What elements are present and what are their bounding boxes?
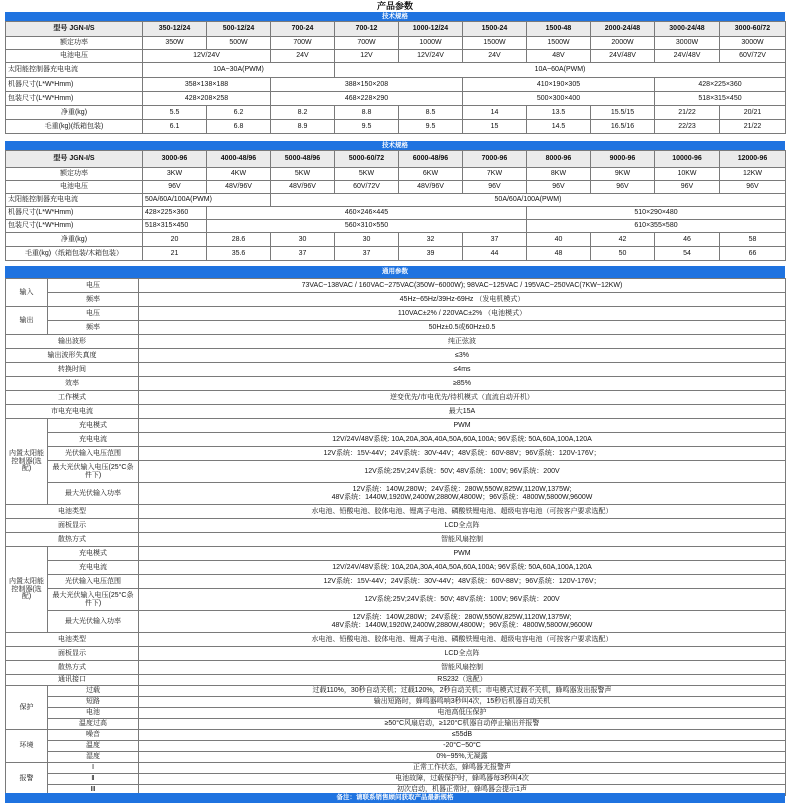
cell: 1000W [399, 37, 463, 50]
cell: ≥50°C风扇启动，≥120°C机器自动停止输出并报警 [139, 719, 786, 730]
cell: 21/22 [655, 106, 720, 120]
cell [139, 611, 786, 633]
row-label: 充电模式 [48, 547, 139, 561]
battery-voltage-row [6, 181, 786, 194]
cell: 358×138×188 [143, 78, 271, 92]
row-label: 太阳能控制器充电电流 [6, 194, 143, 207]
row-label: Ⅲ [48, 785, 139, 796]
row-label: 额定功率 [6, 37, 143, 50]
row-label: 通讯接口 [6, 675, 139, 686]
row-label: 散热方式 [6, 661, 139, 675]
row-label: 电池类型 [6, 505, 139, 519]
model-cell: 700-12 [335, 22, 399, 37]
output-freq-row [6, 321, 786, 335]
cell: 37 [463, 233, 527, 247]
cell: 纯正弦波 [139, 335, 786, 349]
cell: 110VAC±2% / 220VAC±2% （电池模式） [139, 307, 786, 321]
model-header-row [6, 151, 786, 168]
cell: 50Hz±0.5或60Hz±0.5 [139, 321, 786, 335]
charge-current-row-2 [6, 561, 786, 575]
row-label: 输出波形 [6, 335, 139, 349]
row-label: 净重(kg) [6, 233, 143, 247]
row-label: 工作模式 [6, 391, 139, 405]
row-label: 充电电流 [48, 561, 139, 575]
cell: PWM [139, 547, 786, 561]
cell: 460×246×445 [207, 207, 527, 220]
page-title: 产品参数 [376, 1, 413, 11]
footer-note: 备注：请联系销售顾问获取产品最新规格 [5, 793, 785, 803]
model-cell: 8000-96 [527, 151, 591, 168]
cell: 30 [335, 233, 399, 247]
cell: 500W [207, 37, 271, 50]
protection-overload-row [6, 686, 786, 697]
cell: 3000W [655, 37, 720, 50]
model-cell: 500-12/24 [207, 22, 271, 37]
model-cell: 700-24 [271, 22, 335, 37]
cell: 54 [655, 247, 720, 261]
panel-row-2 [6, 647, 786, 661]
cell: 50A/60A/100A(PWM) [271, 194, 786, 207]
cell: 8.5 [399, 106, 463, 120]
waveform-row [6, 335, 786, 349]
charge-mode-row [6, 419, 786, 433]
row-label: 输出波形失真度 [6, 349, 139, 363]
rated-power-row [6, 168, 786, 181]
cell: 12V [335, 50, 399, 63]
model-cell: 3000-60/72 [720, 22, 786, 37]
cell: 96V [591, 181, 655, 194]
row-label: 包装尺寸(L*W*Hmm) [6, 220, 143, 233]
work-mode-row [6, 391, 786, 405]
row-label: 最大光伏输入功率 [48, 611, 139, 633]
output-group-label: 输出 [6, 307, 48, 335]
cell: 510×290×480 [527, 207, 786, 220]
cell: 1500W [527, 37, 591, 50]
cell: 20/21 [720, 106, 786, 120]
battery-voltage-row [6, 50, 786, 63]
row-label: 光伏输入电压范围 [48, 447, 139, 461]
cell: 15.5/15 [591, 106, 655, 120]
model-cell: 7000-96 [463, 151, 527, 168]
row-label: 电压 [48, 307, 139, 321]
cell: 560×310×550 [207, 220, 527, 233]
cell: 468×228×290 [271, 92, 463, 106]
row-label: 电池 [48, 708, 139, 719]
cell: 正常工作状态，蜂鸣器无报警声 [139, 763, 786, 774]
row-label: 充电电流 [48, 433, 139, 447]
cell: 3000W [720, 37, 786, 50]
comm-row [6, 675, 786, 686]
model-cell: 350-12/24 [143, 22, 207, 37]
cell: 96V [655, 181, 720, 194]
gross-weight-row [6, 120, 786, 134]
cell: 37 [271, 247, 335, 261]
cell: 8KW [527, 168, 591, 181]
cell: 20 [143, 233, 207, 247]
net-weight-row [6, 106, 786, 120]
model-cell: 3000-24/48 [655, 22, 720, 37]
row-label: 太阳能控制器充电电流 [6, 63, 143, 78]
cell: 初次启动，机器正常时，蜂鸣器会提示1声 [139, 785, 786, 796]
cell: 4KW [207, 168, 271, 181]
cell: 42 [591, 233, 655, 247]
cell: 21 [143, 247, 207, 261]
input-voltage-row [6, 279, 786, 293]
model-cell: 9000-96 [591, 151, 655, 168]
alarm-2-row [6, 774, 786, 785]
cell: 35.6 [207, 247, 271, 261]
cell: 12V/24V [399, 50, 463, 63]
cell: 5.5 [143, 106, 207, 120]
row-label: 噪音 [48, 730, 139, 741]
row-label: 毛重(kg)(纸箱包装) [6, 120, 143, 134]
rated-power-row [6, 37, 786, 50]
cell: 24V [463, 50, 527, 63]
cell: 50A/60A/100A(PWM) [143, 194, 271, 207]
cell: 最大15A [139, 405, 786, 419]
transfer-row [6, 363, 786, 377]
cell: 6KW [399, 168, 463, 181]
cell: 3KW [143, 168, 207, 181]
pv-max-voltage-row-2 [6, 589, 786, 611]
cell: 700W [335, 37, 399, 50]
distortion-row [6, 349, 786, 363]
cell: ≥85% [139, 377, 786, 391]
cell: ≤55dB [139, 730, 786, 741]
cell: ≤3% [139, 349, 786, 363]
cell: LCD全点阵 [139, 647, 786, 661]
cell: 12V系统:25V;24V系统：50V; 48V系统：100V; 96V系统：200V [139, 589, 786, 611]
cell: 15 [463, 120, 527, 134]
row-label: 市电充电电流 [6, 405, 139, 419]
row-label: 净重(kg) [6, 106, 143, 120]
cell: PWM [139, 419, 786, 433]
cell: 智能风扇控制 [139, 533, 786, 547]
cell: 96V [463, 181, 527, 194]
row-label: 电池电压 [6, 181, 143, 194]
row-label: 最大光伏输入电压(25°C条件下) [48, 589, 139, 611]
cell: 60V/72V [720, 50, 786, 63]
cell: LCD全点阵 [139, 519, 786, 533]
cell: 5KW [335, 168, 399, 181]
row-label: 温度 [48, 741, 139, 752]
cell: 24V [271, 50, 335, 63]
cell: 40 [527, 233, 591, 247]
cell: 6.2 [207, 106, 271, 120]
cell: 6.1 [143, 120, 207, 134]
cell: 700W [271, 37, 335, 50]
pv-range-row-2 [6, 575, 786, 589]
model-header-label: 型号 JGN-I/S [6, 151, 143, 168]
model-cell: 12000-96 [720, 151, 786, 168]
cell: 96V [527, 181, 591, 194]
env-temp-row [6, 741, 786, 752]
protection-overtemp-row [6, 719, 786, 730]
cell: 12V/24V/48V系统: 10A,20A,30A,40A,50A,60A,100A; 96V系统: 50A,60A,100A,120A [139, 433, 786, 447]
row-label: 电压 [48, 279, 139, 293]
cell: 10A~30A(PWM) [143, 63, 335, 78]
pv-max-voltage-row [6, 461, 786, 483]
cell: 10KW [655, 168, 720, 181]
row-label: 机器尺寸(L*W*Hmm) [6, 78, 143, 92]
cell: 60V/72V [335, 181, 399, 194]
section3-bar: 通用参数 [5, 266, 785, 278]
battery-type-row-2 [6, 633, 786, 647]
alarm-1-row [6, 763, 786, 774]
charge-current-row [6, 433, 786, 447]
cell: 24V/48V [591, 50, 655, 63]
environment-group-label: 环境 [6, 730, 48, 763]
row-label: 光伏输入电压范围 [48, 575, 139, 589]
cell: 16.5/16 [591, 120, 655, 134]
cell: 12KW [720, 168, 786, 181]
cell: 12V系统：15V-44V；24V系统：30V-44V；48V系统：60V-88V；96V系统：120V-176V； [139, 447, 786, 461]
battery-type-row [6, 505, 786, 519]
model-cell: 3000-96 [143, 151, 207, 168]
controller2-group-label: 内置太阳能控制器(选配) [6, 547, 48, 633]
general-params-table [5, 278, 786, 796]
cell: 66 [720, 247, 786, 261]
cell: 12V/24V/48V系统: 10A,20A,30A,40A,50A,60A,100A; 96V系统: 50A,60A,100A,120A [139, 561, 786, 575]
output-voltage-row [6, 307, 786, 321]
cell: 32 [399, 233, 463, 247]
cell: 46 [655, 233, 720, 247]
cell: 9KW [591, 168, 655, 181]
cell: 96V [143, 181, 207, 194]
row-label: 散热方式 [6, 533, 139, 547]
row-label: 最大光伏输入电压(25°C条件下) [48, 461, 139, 483]
input-group-label: 输入 [6, 279, 48, 307]
cell-line: 48V系统：1440W,1920W,2400W,2880W,4800W；96V系统：4800W,5800W,9600W [331, 621, 593, 629]
cell [139, 483, 786, 505]
row-label: 短路 [48, 697, 139, 708]
cell: 智能风扇控制 [139, 661, 786, 675]
cell: 输出短路时，蜂鸣器鸣响3秒叫4次，15秒后机器自动关机 [139, 697, 786, 708]
cell: 电池高低压保护 [139, 708, 786, 719]
cell: 48V/96V [271, 181, 335, 194]
cell: 8.2 [271, 106, 335, 120]
cell: 350W [143, 37, 207, 50]
cell: 10A~60A(PWM) [335, 63, 786, 78]
cell: 12V/24V [143, 50, 271, 63]
cell: 22/23 [655, 120, 720, 134]
cell: 48 [527, 247, 591, 261]
row-label: 过载 [48, 686, 139, 697]
cell: 518×315×450 [655, 92, 786, 106]
cell: 39 [399, 247, 463, 261]
cooling-row-2 [6, 661, 786, 675]
cell: 逆变优先/市电优先/待机模式（直流自动开机） [139, 391, 786, 405]
cell: ≤4ms [139, 363, 786, 377]
cell: 28.6 [207, 233, 271, 247]
cell: 水电池、铅酸电池、胶体电池、锂离子电池、磷酸铁锂电池、超级电容电池（可按客户要求选配） [139, 633, 786, 647]
cell: 6.8 [207, 120, 271, 134]
cell: 50 [591, 247, 655, 261]
cell: 500×300×400 [463, 92, 655, 106]
cell: 48V [527, 50, 591, 63]
cell: 14.5 [527, 120, 591, 134]
row-label: 温度过高 [48, 719, 139, 730]
cell: 9.5 [399, 120, 463, 134]
cell: 44 [463, 247, 527, 261]
model-cell: 4000-48/96 [207, 151, 271, 168]
model-cell: 1500-24 [463, 22, 527, 37]
cell: 过载110%，30秒自动关机；过载120%，2秒自动关机；市电模式过载不关机，蜂鸣器发出报警声 [139, 686, 786, 697]
cell: 388×150×208 [271, 78, 463, 92]
package-size-row [6, 220, 786, 233]
row-label: 电池电压 [6, 50, 143, 63]
model-cell: 1500-48 [527, 22, 591, 37]
row-label: 电池类型 [6, 633, 139, 647]
cell-line: 48V系统：1440W,1920W,2400W,2880W,4800W；96V系统：4800W,5800W,9600W [331, 493, 593, 501]
controller-group-label: 内置太阳能控制器(选配) [6, 419, 48, 505]
model-cell: 5000-60/72 [335, 151, 399, 168]
row-label: Ⅰ [48, 763, 139, 774]
solar-current-row [6, 63, 786, 78]
spec-table-2 [5, 150, 786, 261]
row-label: 机器尺寸(L*W*Hmm) [6, 207, 143, 220]
model-cell: 1000-12/24 [399, 22, 463, 37]
package-size-row [6, 92, 786, 106]
cell: 12V系统：15V-44V；24V系统：30V-44V；48V系统：60V-88V；96V系统：120V-176V； [139, 575, 786, 589]
mains-charge-row [6, 405, 786, 419]
cell: 水电池、铅酸电池、胶体电池、锂离子电池、磷酸铁锂电池、超级电容电池（可按客户要求选配） [139, 505, 786, 519]
row-label: 面板显示 [6, 519, 139, 533]
protection-battery-row [6, 708, 786, 719]
cell: 45Hz~65Hz/39Hz-69Hz （发电机模式） [139, 293, 786, 307]
net-weight-row [6, 233, 786, 247]
cell: 5KW [271, 168, 335, 181]
solar-current-row [6, 194, 786, 207]
cell: 37 [335, 247, 399, 261]
cell: 0%~95%,无凝露 [139, 752, 786, 763]
cooling-row [6, 533, 786, 547]
cell-line: 12V系统：140W,280W；24V系统：280W,550W,825W,1120W,1375W; [352, 614, 572, 622]
cell: 428×208×258 [143, 92, 271, 106]
cell: 12V系统:25V;24V系统：50V; 48V系统：100V; 96V系统：200V [139, 461, 786, 483]
cell: -20°C~50°C [139, 741, 786, 752]
protection-short-row [6, 697, 786, 708]
cell: 电池故障，过载保护时，蜂鸣器每3秒叫4次 [139, 774, 786, 785]
pv-max-power-row-2 [6, 611, 786, 633]
cell: 13.5 [527, 106, 591, 120]
gross-weight-row [6, 247, 786, 261]
cell: 73VAC~138VAC / 160VAC~275VAC(350W~6000W); 98VAC~125VAC / 195VAC~250VAC(7KW~12KW) [139, 279, 786, 293]
panel-row [6, 519, 786, 533]
model-header-label: 型号 JGN-I/S [6, 22, 143, 37]
cell: 7KW [463, 168, 527, 181]
row-label: 频率 [48, 321, 139, 335]
cell: 8.9 [271, 120, 335, 134]
protection-group-label: 保护 [6, 686, 48, 730]
cell-line: 12V系统：140W,280W；24V系统：280W,550W,825W,1120W,1375W; [352, 486, 572, 494]
cell: 428×225×360 [143, 207, 207, 220]
cell: 1500W [463, 37, 527, 50]
cell: RS232（选配） [139, 675, 786, 686]
pv-max-power-row [6, 483, 786, 505]
charge-mode-row-2 [6, 547, 786, 561]
env-noise-row [6, 730, 786, 741]
section2-bar: 技术规格 [5, 141, 785, 150]
cell: 14 [463, 106, 527, 120]
row-label: 毛重(kg)（纸箱包装/木箱包装） [6, 247, 143, 261]
input-freq-row [6, 293, 786, 307]
efficiency-row [6, 377, 786, 391]
cell: 21/22 [720, 120, 786, 134]
cell: 9.5 [335, 120, 399, 134]
cell: 8.8 [335, 106, 399, 120]
cell: 610×355×580 [527, 220, 786, 233]
model-cell: 10000-96 [655, 151, 720, 168]
cell: 48V/96V [399, 181, 463, 194]
cell: 58 [720, 233, 786, 247]
pv-range-row [6, 447, 786, 461]
model-cell: 6000-48/96 [399, 151, 463, 168]
alarm-group-label: 报警 [6, 763, 48, 796]
cell: 428×225×360 [655, 78, 786, 92]
cell: 24V/48V [655, 50, 720, 63]
cell: 518×315×450 [143, 220, 207, 233]
model-header-row [6, 22, 786, 37]
row-label: Ⅱ [48, 774, 139, 785]
row-label: 转换时间 [6, 363, 139, 377]
spec-table-1 [5, 21, 786, 134]
cell: 48V/96V [207, 181, 271, 194]
cell: 30 [271, 233, 335, 247]
row-label: 充电模式 [48, 419, 139, 433]
machine-size-row [6, 207, 786, 220]
row-label: 频率 [48, 293, 139, 307]
row-label: 湿度 [48, 752, 139, 763]
cell: 410×190×305 [463, 78, 655, 92]
section1-bar: 技术规格 [5, 12, 785, 21]
cell: 2000W [591, 37, 655, 50]
row-label: 面板显示 [6, 647, 139, 661]
row-label: 额定功率 [6, 168, 143, 181]
cell: 96V [720, 181, 786, 194]
machine-size-row [6, 78, 786, 92]
env-humidity-row [6, 752, 786, 763]
model-cell: 2000-24/48 [591, 22, 655, 37]
row-label: 最大光伏输入功率 [48, 483, 139, 505]
row-label: 包装尺寸(L*W*Hmm) [6, 92, 143, 106]
row-label: 效率 [6, 377, 139, 391]
model-cell: 5000-48/96 [271, 151, 335, 168]
